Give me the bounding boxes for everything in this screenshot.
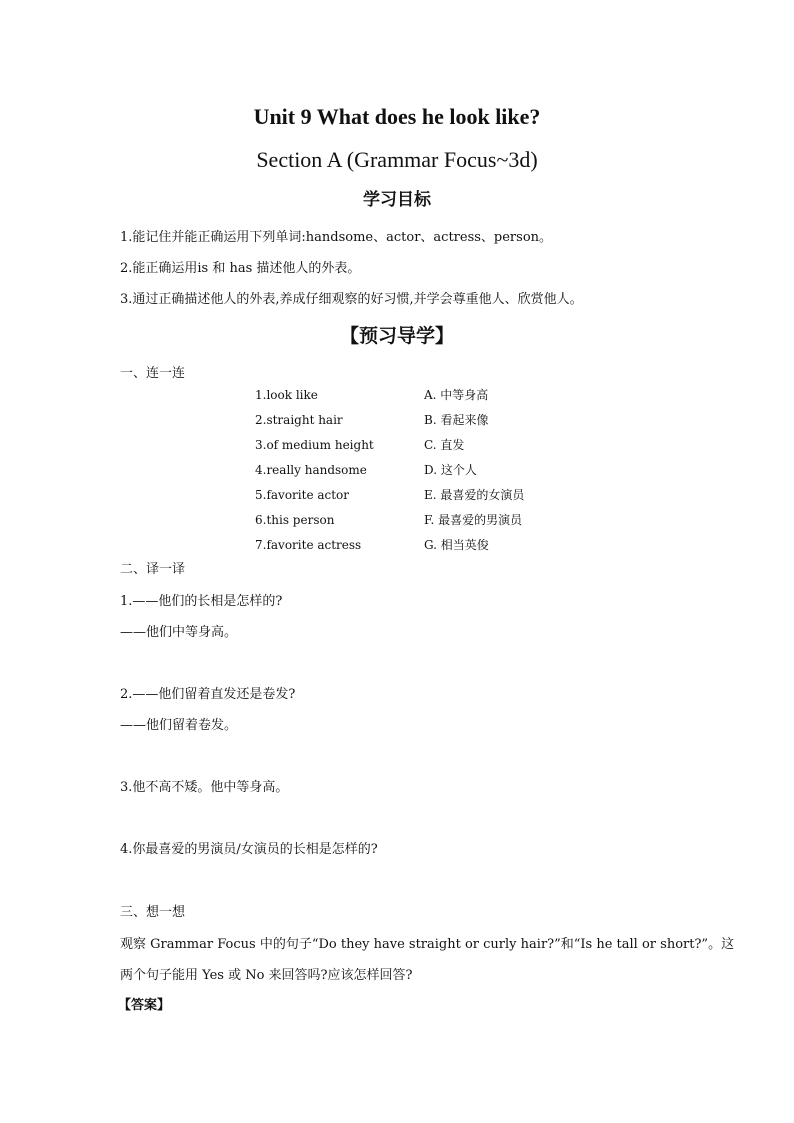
match-right-item-c: C. 直发	[424, 438, 465, 452]
learning-goals-heading: 学习目标	[363, 190, 431, 210]
preview-heading: 【预习导学】	[339, 325, 454, 347]
goal-item-1: 1.能记住并能正确运用下列单词:handsome、actor、actress、person。	[120, 230, 553, 245]
page-subtitle: Section A (Grammar Focus~3d)	[256, 147, 538, 172]
think-line-1: 观察 Grammar Focus 中的句子“Do they have straight or curly hair?”和“Is he tall or short?”。这	[120, 937, 735, 952]
goal-item-3: 3.通过正确描述他人的外表,养成仔细观察的好习惯,并学会尊重他人、欣赏他人。	[120, 292, 583, 307]
match-left-item-6: 6.this person	[255, 513, 335, 527]
translate-q4: 4.你最喜爱的男演员/女演员的长相是怎样的?	[120, 842, 378, 857]
page-title: Unit 9 What does he look like?	[253, 104, 541, 129]
translate-q2-question: 2.——他们留着直发还是卷发?	[120, 687, 296, 702]
match-right-item-b: B. 看起来像	[424, 413, 489, 427]
match-left-item-7: 7.favorite actress	[255, 538, 362, 552]
translate-q1-answer: ——他们中等身高。	[120, 625, 238, 640]
translate-q2-answer: ——他们留着卷发。	[120, 718, 238, 733]
part2-heading: 二、译一译	[120, 562, 186, 577]
think-line-2: 两个句子能用 Yes 或 No 来回答吗?应该怎样回答?	[120, 968, 413, 983]
match-right-item-f: F. 最喜爱的男演员	[424, 513, 523, 527]
goal-item-2: 2.能正确运用is 和 has 描述他人的外表。	[120, 261, 361, 276]
match-left-item-4: 4.really handsome	[255, 463, 367, 477]
part1-heading: 一、连一连	[120, 366, 186, 381]
match-left-item-2: 2.straight hair	[255, 413, 343, 427]
match-left-item-3: 3.of medium height	[255, 438, 374, 452]
match-right-item-g: G. 相当英俊	[424, 538, 489, 552]
match-right-item-d: D. 这个人	[424, 463, 477, 477]
match-right-item-e: E. 最喜爱的女演员	[424, 488, 525, 502]
part3-heading: 三、想一想	[120, 905, 186, 920]
match-left-item-5: 5.favorite actor	[255, 488, 350, 502]
translate-q1-question: 1.——他们的长相是怎样的?	[120, 594, 283, 609]
match-right-item-a: A. 中等身高	[424, 388, 489, 402]
translate-q3: 3.他不高不矮。他中等身高。	[120, 780, 289, 795]
match-left-item-1: 1.look like	[255, 388, 318, 402]
answer-label: 【答案】	[118, 998, 171, 1013]
